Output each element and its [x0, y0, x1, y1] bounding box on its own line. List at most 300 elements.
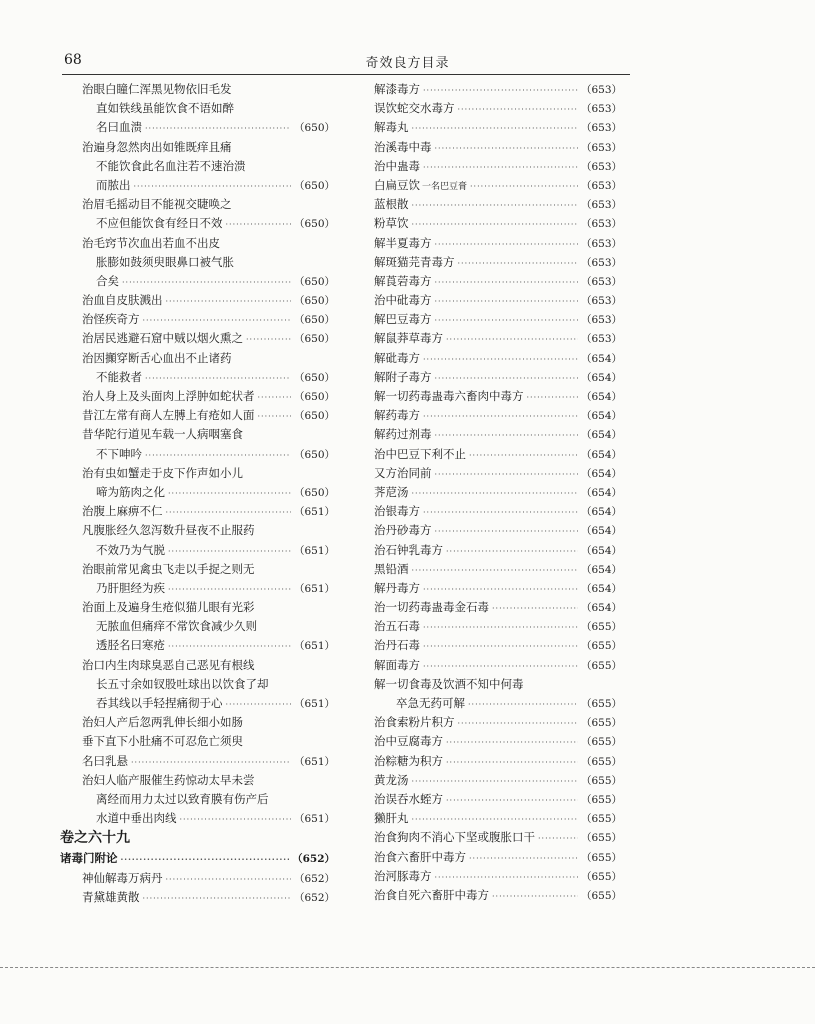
dot-leader [446, 791, 578, 809]
dot-leader [412, 196, 578, 214]
dot-leader [168, 484, 291, 502]
toc-entry-page: （654） [580, 448, 622, 461]
toc-entry-title: 诸毒门附论 [60, 851, 118, 866]
toc-entry-title: 解鼠莽草毒方 [374, 331, 443, 346]
toc-entry [374, 790, 622, 809]
toc-entry-page: （655） [580, 640, 622, 653]
toc-entry [60, 445, 335, 464]
toc-entry [374, 368, 622, 387]
toc-entry-title: 治口内生肉球臭恶自己恶见有根线 [82, 657, 255, 672]
toc-entry-page: （651） [293, 544, 335, 557]
toc-entry-title: 不能救者 [96, 369, 142, 384]
toc-entry-title: 胀膨如鼓须臾眼鼻口被气胀 [96, 254, 234, 269]
toc-entry-title: 名曰乳悬 [82, 753, 128, 768]
toc-entry [374, 272, 622, 291]
toc-entry [60, 138, 335, 157]
dot-leader [143, 311, 291, 329]
toc-entry [374, 598, 622, 617]
toc-entry [60, 291, 335, 310]
toc-entry-page: （651） [293, 698, 335, 710]
toc-entry-title: 卷之六十九 [60, 830, 130, 847]
toc-entry [374, 214, 622, 233]
dot-leader [412, 119, 578, 137]
dot-leader [145, 119, 291, 137]
dot-leader [246, 330, 291, 348]
toc-entry-page: （650） [293, 410, 335, 423]
toc-entry-title: 治溪毒中毒 [374, 139, 432, 154]
toc-entry-title: 蓝根散 [374, 197, 409, 212]
dot-leader [423, 81, 578, 99]
toc-entry-page: （653） [580, 141, 622, 154]
toc-entry [60, 214, 335, 233]
toc-entry-page: （654） [580, 429, 622, 442]
dot-leader [458, 714, 578, 732]
toc-entry [374, 713, 622, 732]
toc-entry-title: 荠苨汤 [374, 484, 409, 499]
toc-entry-title: 治误吞水蛭方 [374, 791, 443, 806]
toc-entry [374, 406, 622, 425]
toc-entry-page: （654） [580, 525, 622, 538]
toc-entry-title: 治五石毒 [374, 619, 420, 634]
toc-entry-title: 治妇人临产服催生药惊动太早未尝 [82, 772, 255, 787]
toc-entry-title: 白扁豆饮 [374, 177, 420, 192]
toc-entry-page: （651） [293, 813, 335, 826]
toc-entry-page: （655） [580, 870, 622, 883]
dot-leader [226, 695, 291, 713]
dot-leader [492, 887, 578, 905]
toc-entry-title: 不下呻吟 [96, 446, 142, 461]
toc-entry-page: （650） [293, 333, 335, 346]
toc-entry-page: （654） [580, 352, 622, 365]
dot-leader [180, 810, 291, 828]
toc-entry-page: （650） [293, 371, 335, 384]
toc-entry [60, 80, 335, 99]
toc-entry [60, 579, 335, 598]
toc-entry-page: （653） [580, 295, 622, 308]
dot-leader [145, 369, 291, 387]
dot-leader [423, 350, 578, 368]
toc-entry-page: （654） [580, 467, 622, 480]
toc-entry-page: （654） [580, 582, 622, 595]
dot-leader [412, 484, 578, 502]
toc-entry-title: 解药毒方 [374, 408, 420, 423]
toc-entry-page: （653） [580, 84, 622, 96]
toc-entry [60, 253, 335, 272]
toc-entry-title: 青黛雄黄散 [82, 889, 140, 904]
toc-entry-title: 治眉毛摇动目不能视交睫唤之 [82, 197, 232, 212]
toc-entry [60, 195, 335, 214]
dot-leader [423, 407, 578, 425]
dot-leader [423, 158, 578, 176]
toc-entry-title: 解巴豆毒方 [374, 312, 432, 327]
dot-leader [469, 446, 578, 464]
toc-entry-page: （653） [580, 314, 622, 327]
toc-entry-title: 獭肝丸 [374, 811, 409, 826]
dot-leader [435, 868, 578, 886]
toc-entry-title: 无脓血但痛痒不常饮食减少久则 [96, 619, 257, 634]
toc-entry-title: 解斑猫芫青毒方 [374, 254, 455, 269]
toc-entry-title: 不效乃为气脱 [96, 542, 165, 557]
toc-entry-title: 治丹砂毒方 [374, 523, 432, 538]
toc-entry [60, 752, 335, 771]
toc-right-column [374, 80, 622, 905]
dot-leader [458, 100, 578, 118]
toc-entry-page: （651） [293, 506, 335, 519]
dot-leader [435, 139, 578, 157]
toc-entry-title: 治中砒毒方 [374, 293, 432, 308]
toc-entry-page: （655） [580, 717, 622, 730]
toc-entry-title: 治面上及遍身生疮似猫儿眼有光彩 [82, 600, 255, 615]
toc-entry [60, 176, 335, 195]
toc-entry-title: 治石钟乳毒方 [374, 542, 443, 557]
dot-leader [458, 254, 578, 272]
toc-entry [374, 521, 622, 540]
dot-leader [143, 889, 291, 907]
toc-entry-page: （650） [293, 218, 335, 231]
toc-entry-title: 治丹石毒 [374, 638, 420, 653]
page-number: 68 [64, 52, 82, 68]
toc-entry [374, 425, 622, 444]
toc-entry [60, 732, 335, 751]
toc-entry-title: 治河豚毒方 [374, 868, 432, 883]
toc-entry [374, 157, 622, 176]
toc-entry-page: （654） [580, 544, 622, 557]
toc-entry [60, 310, 335, 329]
toc-entry-page: （654） [580, 506, 622, 519]
toc-entry [374, 675, 622, 694]
toc-entry [60, 771, 335, 790]
dot-leader [145, 446, 291, 464]
dot-leader [168, 542, 291, 560]
toc-entry-page: （653） [580, 256, 622, 269]
toc-entry-title: 乃肝胆经为疾 [96, 580, 165, 595]
dot-leader [423, 618, 578, 636]
toc-entry-page: （654） [580, 410, 622, 423]
toc-entry-title: 吞其线以手轻捏痛彻于心 [96, 696, 223, 710]
toc-entry-title: 解附子毒方 [374, 369, 432, 384]
toc-entry-title: 解莨菪毒方 [374, 273, 432, 288]
toc-entry [374, 329, 622, 348]
toc-entry-title: 而脓出 [96, 177, 131, 192]
toc-entry [60, 425, 335, 444]
toc-entry [60, 234, 335, 253]
toc-entry-page: （650） [293, 486, 335, 499]
toc-entry [60, 272, 335, 291]
dot-leader [166, 503, 291, 521]
toc-entry [374, 656, 622, 675]
dot-leader [435, 522, 578, 540]
dot-leader [121, 850, 290, 868]
dot-leader [412, 772, 578, 790]
toc-entry-title: 解一切药毒蛊毒六畜肉中毒方 [374, 389, 524, 403]
header-rule [62, 74, 630, 75]
toc-entry [374, 445, 622, 464]
toc-entry-title: 合矣 [96, 273, 119, 288]
dot-leader [446, 330, 578, 348]
toc-entry [60, 99, 335, 118]
toc-entry-page: （652） [293, 872, 335, 885]
toc-entry-title: 治腹上麻痹不仁 [82, 504, 163, 519]
toc-entry-title: 治遍身忽然肉出如锥既痒且痛 [82, 139, 232, 154]
toc-entry [374, 617, 622, 636]
toc-entry-page: （650） [293, 391, 335, 403]
toc-entry [374, 310, 622, 329]
toc-entry-title: 治银毒方 [374, 504, 420, 519]
toc-entry-title: 治粽糖为积方 [374, 753, 443, 768]
toc-entry-page: （652） [293, 891, 335, 904]
dot-leader [258, 388, 291, 406]
toc-entry-title: 卒急无药可解 [396, 696, 465, 710]
toc-entry-title: 治眼前常见禽虫飞走以手捉之则无 [82, 561, 255, 576]
dot-leader [527, 388, 578, 406]
toc-entry-page: （654） [580, 563, 622, 576]
toc-entry-title: 长五寸余如钗股吐球出以饮食了却 [96, 676, 269, 691]
toc-entry [60, 483, 335, 502]
toc-entry-page: （653） [580, 160, 622, 173]
toc-entry [374, 80, 622, 99]
toc-entry [60, 368, 335, 387]
toc-entry [60, 809, 335, 828]
toc-entry-note: 一名巴豆膏 [422, 181, 468, 192]
toc-entry [60, 502, 335, 521]
toc-entry [374, 387, 622, 406]
dot-leader [258, 407, 291, 425]
toc-entry [374, 502, 622, 521]
toc-entry-page: （655） [580, 621, 622, 634]
toc-entry-page: （650） [293, 448, 335, 461]
toc-entry-page: （652） [292, 853, 335, 866]
toc-entry-title: 神仙解毒万病丹 [82, 870, 163, 885]
toc-entry-title: 治食自死六畜肝中毒方 [374, 887, 489, 902]
toc-entry [374, 752, 622, 771]
toc-entry-title: 误饮蛇交水毒方 [374, 101, 455, 116]
toc-entry [374, 99, 622, 118]
toc-entry-title: 治妇人产后忽两乳伸长细小如肠 [82, 715, 243, 730]
toc-entry [60, 118, 335, 137]
toc-entry [60, 869, 335, 888]
toc-entry-title: 治一切药毒蛊毒金石毒 [374, 600, 489, 615]
toc-entry-title: 解漆毒方 [374, 82, 420, 96]
toc-entry [374, 809, 622, 828]
toc-entry-title: 治怪疾奇方 [82, 312, 140, 327]
toc-entry-page: （655） [580, 889, 622, 902]
toc-entry [60, 828, 335, 849]
dot-leader [435, 273, 578, 291]
toc-entry-title: 治食狗肉不消心下坚或腹胀口干 [374, 830, 535, 845]
toc-entry-title: 离经而用力太过以致育膜有伤产后 [96, 791, 269, 806]
toc-entry-title: 水道中垂出肉线 [96, 811, 177, 826]
toc-entry [60, 598, 335, 617]
toc-left-column [60, 80, 335, 907]
toc-entry-title: 不能饮食此名血注若不速治溃 [96, 158, 246, 173]
toc-entry [60, 849, 335, 868]
toc-entry-title: 治有虫如蟹走于皮下作声如小儿 [82, 465, 243, 480]
toc-entry-page: （653） [580, 103, 622, 116]
toc-entry [60, 387, 335, 406]
toc-entry-page: （651） [293, 582, 335, 595]
toc-entry-page: （654） [580, 486, 622, 499]
dot-leader [168, 580, 291, 598]
toc-entry-title: 治人身上及头面肉上浮肿如蛇状者 [82, 389, 255, 403]
toc-entry [60, 713, 335, 732]
toc-entry-title: 解半夏毒方 [374, 235, 432, 250]
toc-entry-title: 名曰血溃 [96, 120, 142, 135]
toc-entry [374, 118, 622, 137]
toc-entry-page: （653） [580, 275, 622, 288]
toc-entry [374, 694, 622, 713]
toc-entry [374, 732, 622, 751]
toc-entry-page: （655） [580, 832, 622, 845]
toc-entry-title: 黄龙汤 [374, 772, 409, 787]
toc-entry [60, 329, 335, 348]
toc-entry-page: （655） [580, 659, 622, 672]
toc-entry-page: （650） [293, 179, 335, 192]
toc-entry-page: （651） [293, 640, 335, 653]
toc-entry-title: 透胫名曰寒疮 [96, 638, 165, 653]
dot-leader [446, 753, 578, 771]
toc-entry-title: 治中蛊毒 [374, 158, 420, 173]
toc-entry-title: 解药过剂毒 [374, 427, 432, 442]
toc-entry-title: 解砒毒方 [374, 350, 420, 365]
dot-leader [446, 733, 578, 751]
toc-entry-title: 解毒丸 [374, 120, 409, 135]
toc-entry [60, 888, 335, 907]
toc-entry-page: （653） [580, 199, 622, 212]
toc-entry-page: （653） [580, 333, 622, 346]
dot-leader [469, 849, 578, 867]
toc-entry-title: 粉草饮 [374, 216, 409, 231]
toc-entry [374, 848, 622, 867]
toc-entry [60, 464, 335, 483]
toc-entry-title: 治食索粉片积方 [374, 715, 455, 730]
toc-entry [60, 541, 335, 560]
toc-entry-page: （655） [580, 698, 622, 710]
toc-entry [374, 579, 622, 598]
toc-entry-page: （650） [293, 295, 335, 308]
toc-entry [374, 636, 622, 655]
dot-leader [412, 810, 578, 828]
toc-entry [60, 349, 335, 368]
toc-entry-page: （654） [580, 602, 622, 615]
toc-entry [374, 828, 622, 847]
toc-entry-title: 治中豆腐毒方 [374, 734, 443, 749]
dot-leader [122, 273, 291, 291]
toc-entry [60, 636, 335, 655]
toc-entry-title: 解丹毒方 [374, 580, 420, 595]
running-title: 奇效良方目录 [365, 56, 450, 71]
dot-leader [226, 215, 291, 233]
dot-leader [423, 580, 578, 598]
toc-entry [374, 560, 622, 579]
dot-leader [435, 311, 578, 329]
dot-leader [166, 870, 291, 888]
dot-leader [423, 657, 578, 675]
toc-entry-title: 啼为筋肉之化 [96, 484, 165, 499]
toc-entry [374, 253, 622, 272]
toc-entry [60, 694, 335, 713]
toc-entry [60, 521, 335, 540]
dot-leader [435, 235, 578, 253]
dot-leader [423, 637, 578, 655]
dot-leader [492, 599, 578, 617]
toc-entry-page: （650） [293, 314, 335, 327]
toc-entry-title: 不应但能饮食有经日不效 [96, 216, 223, 231]
dot-leader [168, 637, 291, 655]
toc-entry-page: （650） [293, 275, 335, 288]
toc-entry-title: 解一切食毒及饮酒不知中何毒 [374, 676, 524, 691]
dot-leader [435, 426, 578, 444]
toc-entry-title: 昔华陀行道见车载一人病咽塞食 [82, 427, 243, 442]
toc-entry-page: （655） [580, 813, 622, 826]
toc-entry-title: 直如铁线虽能饮食不语如醉 [96, 101, 234, 116]
toc-entry-page: （655） [580, 755, 622, 768]
dot-leader [412, 561, 578, 579]
toc-entry-title: 治眼白瞳仁浑黑见物依旧毛发 [82, 82, 232, 96]
dot-leader [131, 753, 291, 771]
toc-entry-title: 又方治同前 [374, 465, 432, 480]
toc-entry [374, 291, 622, 310]
toc-entry [374, 464, 622, 483]
toc-entry [60, 656, 335, 675]
toc-entry [60, 406, 335, 425]
toc-entry-title: 治居民逃避石窟中贼以烟火熏之 [82, 331, 243, 346]
toc-entry [60, 157, 335, 176]
toc-entry-title: 治毛窍节次血出若血不出皮 [82, 235, 220, 250]
bottom-scan-rule [0, 967, 815, 968]
toc-entry-page: （654） [580, 371, 622, 384]
toc-entry-title: 昔江左常有商人左膊上有疮如人面 [82, 408, 255, 423]
dot-leader [468, 695, 578, 713]
toc-entry-page: （655） [580, 736, 622, 749]
toc-entry [374, 349, 622, 368]
dot-leader [435, 465, 578, 483]
toc-entry-title: 黑铅酒 [374, 561, 409, 576]
dot-leader [470, 177, 578, 195]
dot-leader [538, 829, 578, 847]
toc-entry [374, 195, 622, 214]
dot-leader [166, 292, 291, 310]
toc-entry [60, 560, 335, 579]
toc-entry-page: （651） [293, 755, 335, 768]
dot-leader [446, 542, 578, 560]
toc-entry-title: 治因攧穿断舌心血出不止诸药 [82, 350, 232, 365]
toc-entry [60, 790, 335, 809]
dot-leader [435, 292, 578, 310]
toc-entry-page: （655） [580, 793, 622, 806]
toc-entry-page: （650） [293, 122, 335, 135]
dot-leader [423, 503, 578, 521]
toc-entry-page: （654） [580, 391, 622, 403]
toc-entry-title: 治中巴豆下利不止 [374, 446, 466, 461]
toc-entry [374, 483, 622, 502]
toc-entry-title: 治食六畜肝中毒方 [374, 849, 466, 864]
toc-entry [374, 771, 622, 790]
dot-leader [435, 369, 578, 387]
toc-entry-title: 治血自皮肤溅出 [82, 293, 163, 308]
toc-entry-page: （653） [580, 218, 622, 231]
toc-entry-page: （655） [580, 851, 622, 864]
toc-entry-page: （655） [580, 774, 622, 787]
toc-entry-page: （653） [580, 179, 622, 192]
toc-entry [374, 867, 622, 886]
dot-leader [412, 215, 578, 233]
toc-entry [60, 617, 335, 636]
toc-entry [374, 886, 622, 905]
toc-entry-title: 凡腹胀经久忽泻数升昼夜不止服药 [82, 523, 255, 538]
toc-entry [374, 138, 622, 157]
toc-entry [60, 675, 335, 694]
toc-entry [374, 176, 622, 195]
